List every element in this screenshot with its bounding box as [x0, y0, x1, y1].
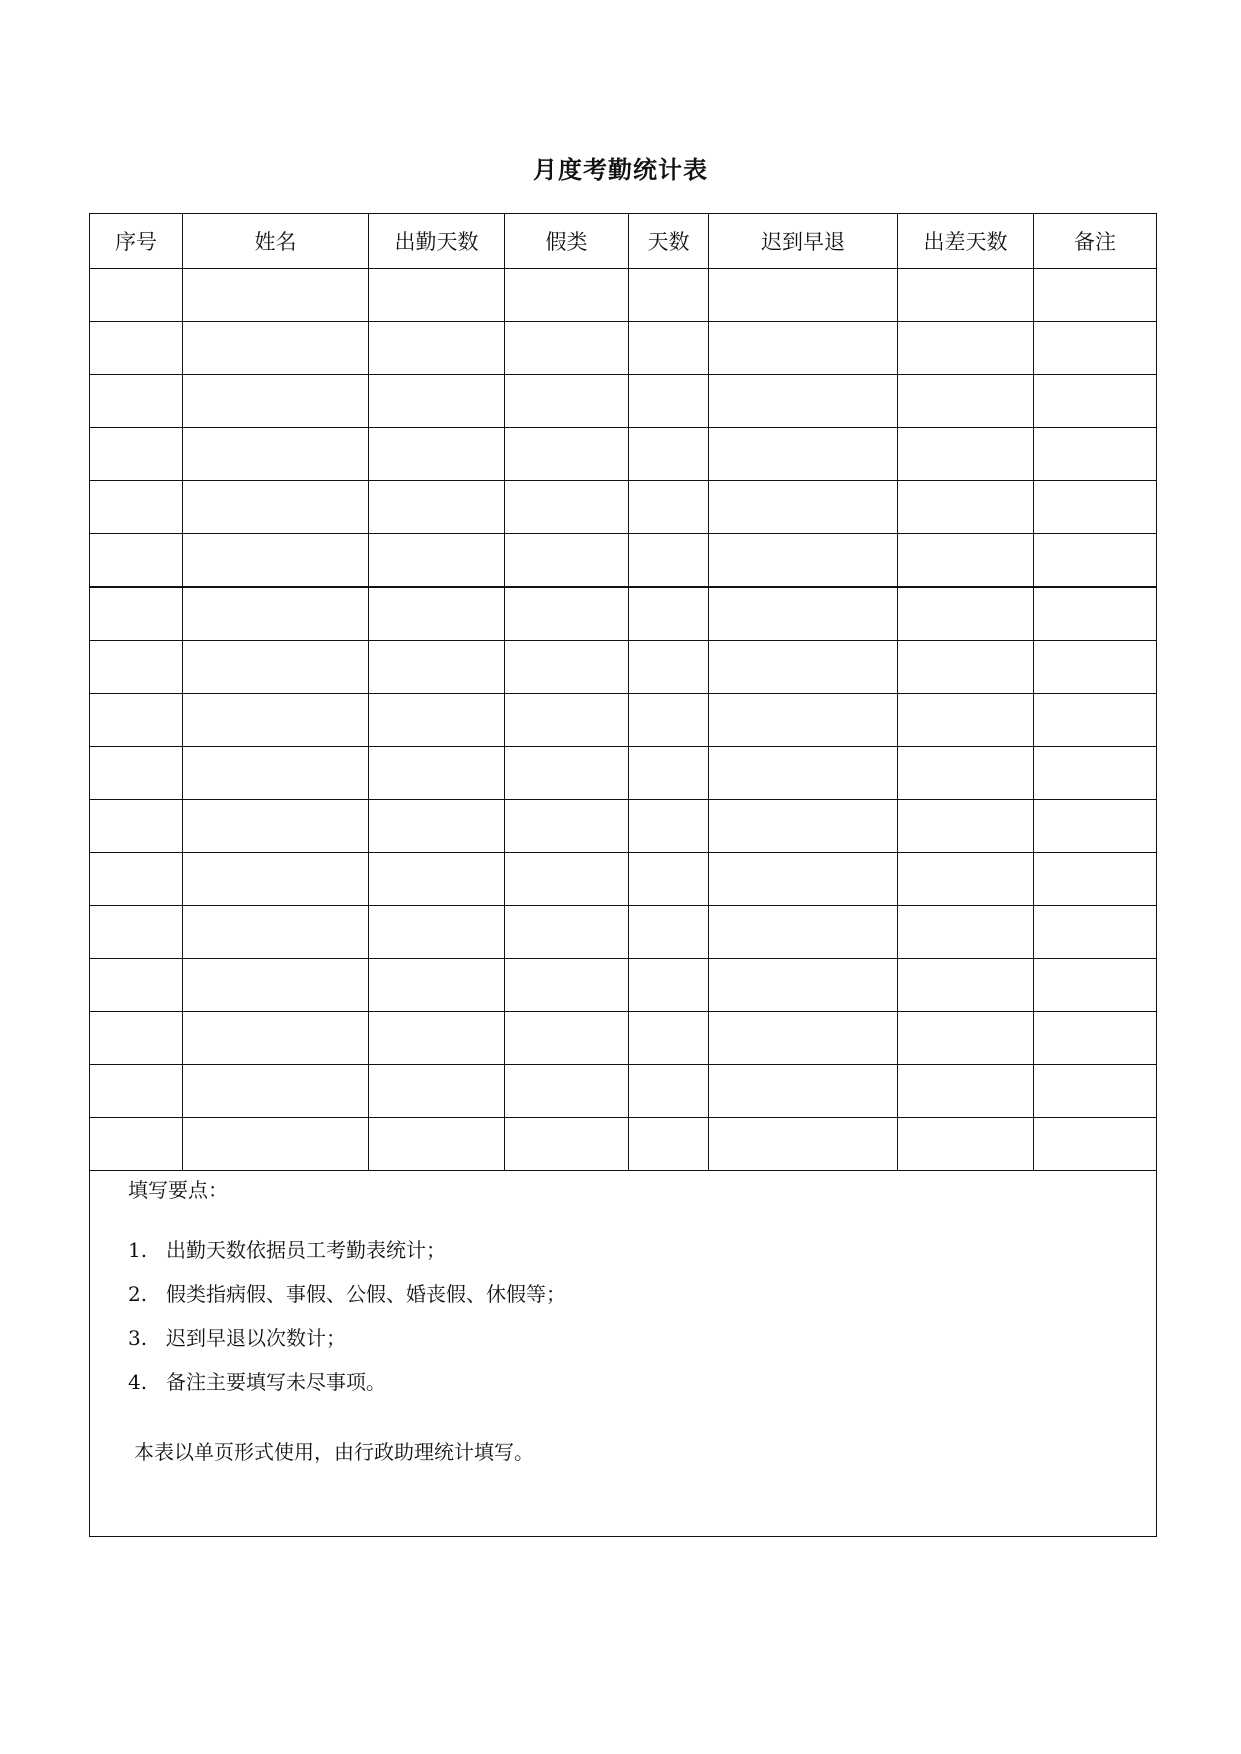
- table-cell[interactable]: [505, 641, 629, 694]
- table-cell[interactable]: [183, 269, 369, 322]
- table-cell[interactable]: [709, 534, 898, 588]
- table-cell[interactable]: [629, 481, 709, 534]
- table-cell[interactable]: [505, 747, 629, 800]
- table-cell[interactable]: [629, 641, 709, 694]
- table-cell[interactable]: [183, 587, 369, 641]
- table-cell[interactable]: [898, 641, 1034, 694]
- table-row: [90, 587, 1157, 641]
- table-cell[interactable]: [90, 1118, 183, 1171]
- table-row: [90, 375, 1157, 428]
- table-cell[interactable]: [1034, 428, 1157, 481]
- table-row: [90, 641, 1157, 694]
- table-cell[interactable]: [90, 853, 183, 906]
- table-cell[interactable]: [183, 959, 369, 1012]
- table-cell[interactable]: [1034, 375, 1157, 428]
- table-row: [90, 269, 1157, 322]
- table-cell[interactable]: [505, 481, 629, 534]
- table-cell[interactable]: [90, 375, 183, 428]
- table-cell[interactable]: [709, 428, 898, 481]
- table-cell[interactable]: [369, 1118, 505, 1171]
- table-row: [90, 534, 1157, 588]
- table-cell[interactable]: [369, 853, 505, 906]
- table-cell[interactable]: [505, 587, 629, 641]
- table-cell[interactable]: [505, 322, 629, 375]
- notes-item-text: 出勤天数依据员工考勤表统计；: [166, 1238, 446, 1262]
- notes-item-number: 2.: [128, 1282, 148, 1306]
- header-attendance-days: 出勤天数: [369, 214, 505, 269]
- table-cell[interactable]: [709, 375, 898, 428]
- table-cell[interactable]: [629, 853, 709, 906]
- table-cell[interactable]: [183, 481, 369, 534]
- notes-row: [90, 1171, 1157, 1537]
- notes-item-text: 假类指病假、事假、公假、婚丧假、休假等；: [166, 1282, 566, 1306]
- table-row: [90, 481, 1157, 534]
- table-cell[interactable]: [1034, 641, 1157, 694]
- table-cell[interactable]: [709, 1065, 898, 1118]
- notes-item-text: 备注主要填写未尽事项。: [166, 1370, 386, 1394]
- table-row: [90, 959, 1157, 1012]
- table-cell[interactable]: [369, 747, 505, 800]
- header-business-trip-days: 出差天数: [898, 214, 1034, 269]
- table-cell[interactable]: [183, 853, 369, 906]
- notes-item: [128, 1323, 1156, 1353]
- table-cell[interactable]: [1034, 534, 1157, 588]
- table-cell[interactable]: [629, 800, 709, 853]
- table-cell[interactable]: [898, 587, 1034, 641]
- table-cell[interactable]: [369, 428, 505, 481]
- table-cell[interactable]: [629, 269, 709, 322]
- table-cell[interactable]: [90, 747, 183, 800]
- table-cell[interactable]: [90, 906, 183, 959]
- table-row: [90, 747, 1157, 800]
- table-cell[interactable]: [898, 959, 1034, 1012]
- table-cell[interactable]: [629, 747, 709, 800]
- table-cell[interactable]: [505, 1118, 629, 1171]
- notes-item-number: 3.: [128, 1326, 148, 1350]
- table-cell[interactable]: [369, 587, 505, 641]
- table-cell[interactable]: [1034, 747, 1157, 800]
- table-cell[interactable]: [369, 534, 505, 588]
- table-cell[interactable]: [90, 800, 183, 853]
- notes-list: [128, 1235, 1156, 1397]
- table-cell[interactable]: [709, 481, 898, 534]
- table-cell[interactable]: [369, 1065, 505, 1118]
- table-cell[interactable]: [1034, 906, 1157, 959]
- table-cell[interactable]: [629, 1065, 709, 1118]
- table-cell[interactable]: [183, 322, 369, 375]
- table-cell[interactable]: [898, 269, 1034, 322]
- table-cell[interactable]: [90, 587, 183, 641]
- table-cell[interactable]: [90, 641, 183, 694]
- table-cell[interactable]: [183, 1118, 369, 1171]
- table-cell[interactable]: [898, 375, 1034, 428]
- table-row: [90, 906, 1157, 959]
- table-row: [90, 428, 1157, 481]
- table-cell[interactable]: [709, 322, 898, 375]
- table-cell[interactable]: [90, 428, 183, 481]
- table-cell[interactable]: [1034, 1012, 1157, 1065]
- table-cell[interactable]: [90, 269, 183, 322]
- table-cell[interactable]: [629, 534, 709, 588]
- table-cell[interactable]: [505, 534, 629, 588]
- table-cell[interactable]: [505, 853, 629, 906]
- table-cell[interactable]: [369, 906, 505, 959]
- header-name: 姓名: [183, 214, 369, 269]
- table-cell[interactable]: [898, 1118, 1034, 1171]
- table-cell[interactable]: [505, 375, 629, 428]
- table-cell[interactable]: [709, 959, 898, 1012]
- table-cell[interactable]: [183, 1065, 369, 1118]
- table-cell[interactable]: [629, 587, 709, 641]
- notes-item-number: 1.: [128, 1238, 148, 1262]
- notes-item: [128, 1367, 1156, 1397]
- table-cell[interactable]: [505, 1012, 629, 1065]
- table-cell[interactable]: [709, 1118, 898, 1171]
- table-cell[interactable]: [369, 694, 505, 747]
- header-remarks: 备注: [1034, 214, 1157, 269]
- table-cell[interactable]: [183, 747, 369, 800]
- table-cell[interactable]: [629, 1012, 709, 1065]
- table-row: [90, 1118, 1157, 1171]
- table-cell[interactable]: [1034, 1065, 1157, 1118]
- table-cell[interactable]: [505, 906, 629, 959]
- table-cell[interactable]: [898, 428, 1034, 481]
- table-cell[interactable]: [505, 800, 629, 853]
- table-cell[interactable]: [369, 959, 505, 1012]
- table-cell[interactable]: [709, 853, 898, 906]
- table-cell[interactable]: [1034, 959, 1157, 1012]
- table-row: [90, 800, 1157, 853]
- table-cell[interactable]: [629, 959, 709, 1012]
- table-cell[interactable]: [709, 641, 898, 694]
- header-days: 天数: [629, 214, 709, 269]
- table-cell[interactable]: [369, 800, 505, 853]
- table-cell[interactable]: [90, 1065, 183, 1118]
- table-cell[interactable]: [1034, 800, 1157, 853]
- table-cell[interactable]: [369, 1012, 505, 1065]
- table-cell[interactable]: [90, 959, 183, 1012]
- table-cell[interactable]: [183, 694, 369, 747]
- notes-item-number: 4.: [128, 1370, 148, 1394]
- table-cell[interactable]: [369, 481, 505, 534]
- table-cell[interactable]: [1034, 269, 1157, 322]
- table-cell[interactable]: [1034, 587, 1157, 641]
- table-cell[interactable]: [709, 269, 898, 322]
- table-cell[interactable]: [369, 375, 505, 428]
- table-cell[interactable]: [90, 481, 183, 534]
- notes-item-text: 迟到早退以次数计；: [166, 1326, 346, 1350]
- notes-cell: [90, 1171, 1157, 1537]
- table-cell[interactable]: [505, 694, 629, 747]
- notes-footer: 本表以单页形式使用，由行政助理统计填写。: [134, 1440, 534, 1464]
- table-cell[interactable]: [709, 800, 898, 853]
- notes-heading: 填写要点：: [128, 1178, 228, 1202]
- table-cell[interactable]: [629, 906, 709, 959]
- table-cell[interactable]: [505, 959, 629, 1012]
- table-cell[interactable]: [709, 747, 898, 800]
- table-cell[interactable]: [183, 428, 369, 481]
- table-row: [90, 694, 1157, 747]
- page-title: 月度考勤统计表: [533, 155, 708, 184]
- header-row: [90, 214, 1157, 269]
- table-cell[interactable]: [629, 1118, 709, 1171]
- table-cell[interactable]: [183, 800, 369, 853]
- table-cell[interactable]: [898, 747, 1034, 800]
- notes-item: [128, 1279, 1156, 1309]
- table-cell[interactable]: [505, 269, 629, 322]
- table-cell[interactable]: [90, 694, 183, 747]
- table-cell[interactable]: [1034, 481, 1157, 534]
- table-cell[interactable]: [709, 906, 898, 959]
- header-late-early: 迟到早退: [709, 214, 898, 269]
- attendance-table: [89, 213, 1157, 1537]
- table-cell[interactable]: [898, 906, 1034, 959]
- table-cell[interactable]: [1034, 694, 1157, 747]
- table-cell[interactable]: [709, 694, 898, 747]
- table-cell[interactable]: [898, 800, 1034, 853]
- table-cell[interactable]: [709, 1012, 898, 1065]
- table-cell[interactable]: [90, 534, 183, 588]
- notes-item: [128, 1235, 1156, 1265]
- table-cell[interactable]: [183, 906, 369, 959]
- table-cell[interactable]: [629, 428, 709, 481]
- table-cell[interactable]: [183, 1012, 369, 1065]
- table-cell[interactable]: [898, 534, 1034, 588]
- table-cell[interactable]: [505, 1065, 629, 1118]
- header-leave-type: 假类: [505, 214, 629, 269]
- table-cell[interactable]: [898, 853, 1034, 906]
- table-cell[interactable]: [898, 322, 1034, 375]
- table-cell[interactable]: [629, 694, 709, 747]
- table-cell[interactable]: [1034, 1118, 1157, 1171]
- table-cell[interactable]: [629, 322, 709, 375]
- table-cell[interactable]: [898, 1012, 1034, 1065]
- table-cell[interactable]: [90, 322, 183, 375]
- table-cell[interactable]: [505, 428, 629, 481]
- table-row: [90, 322, 1157, 375]
- table-cell[interactable]: [1034, 853, 1157, 906]
- table-cell[interactable]: [369, 641, 505, 694]
- table-cell[interactable]: [183, 375, 369, 428]
- table-row: [90, 1065, 1157, 1118]
- table-cell[interactable]: [183, 641, 369, 694]
- table-row: [90, 1012, 1157, 1065]
- table-cell[interactable]: [183, 534, 369, 588]
- table-cell[interactable]: [898, 481, 1034, 534]
- table-cell[interactable]: [709, 587, 898, 641]
- table-cell[interactable]: [898, 1065, 1034, 1118]
- table-cell[interactable]: [898, 694, 1034, 747]
- table-row: [90, 853, 1157, 906]
- table-cell[interactable]: [1034, 322, 1157, 375]
- filling-notes: [90, 1171, 1156, 1467]
- header-serial: 序号: [90, 214, 183, 269]
- table-cell[interactable]: [369, 269, 505, 322]
- table-cell[interactable]: [369, 322, 505, 375]
- table-cell[interactable]: [90, 1012, 183, 1065]
- table-cell[interactable]: [629, 375, 709, 428]
